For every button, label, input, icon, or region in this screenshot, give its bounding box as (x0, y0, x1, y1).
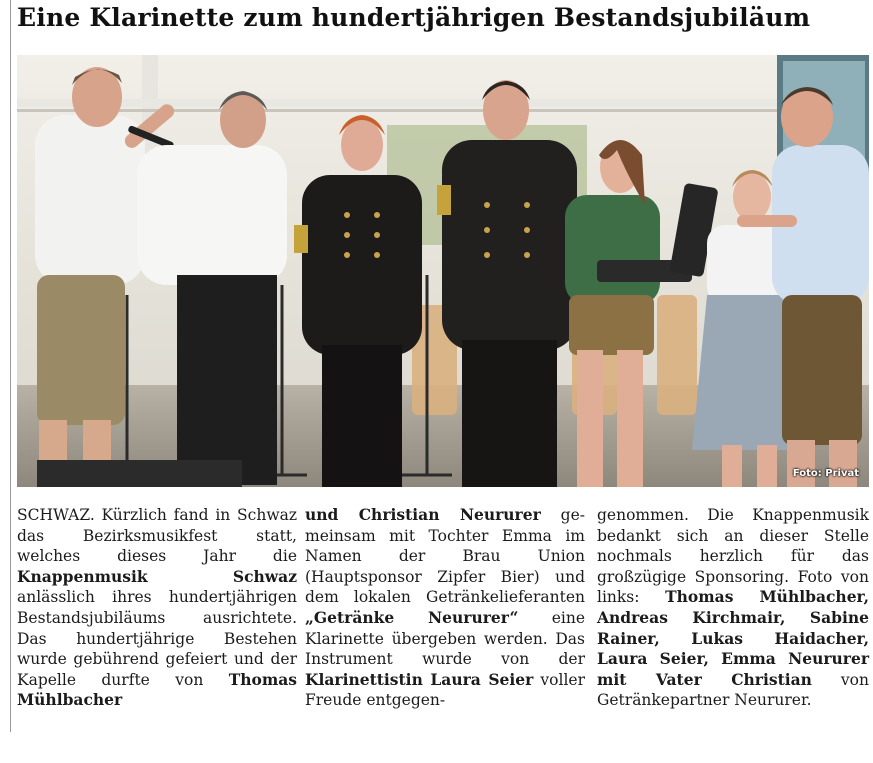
text-run: genommen. Die Knappenmusik bedankt sich an dieser Stelle nochmals herzlich für das großzügige Sponsoring. Foto von links: (597, 506, 869, 607)
article-text (17, 505, 297, 711)
bold-text-run: Thomas Mühlbacher (17, 669, 297, 710)
text-run: anlässlich ihres hundertjährigen Bestandsjubiläums ausrichtete. Das hundertjährige Bestehen wurde gebührend gefeiert und der Kapelle durfte von (17, 588, 297, 689)
text-run: eine Klarinette übergeben werden. Das Instrument wurde von der (305, 608, 585, 669)
bold-text-run: und Christian Neururer (305, 505, 541, 524)
text-run: von Getränkepartner Neururer. (597, 670, 869, 710)
photo-illustration (17, 55, 869, 487)
article-text (305, 505, 585, 711)
article-column-3 (597, 505, 869, 711)
bold-text-run: Thomas Mühlbacher, Andreas Kirchmair, Sabine Rainer, Lukas Haidacher, Laura Seier, Emma Neururer mit Vater Christian (597, 587, 869, 689)
column-rule (10, 0, 11, 732)
article-photo (17, 55, 869, 487)
bold-text-run: Klarinettistin Laura Seier (305, 669, 534, 689)
article-column-2 (305, 505, 585, 711)
article-text (597, 505, 869, 711)
headline: Eine Klarinette zum hundertjährigen Bestandsjubiläum (17, 3, 811, 32)
article-column-1 (17, 505, 297, 711)
text-run: gemeinsam mit Tochter Emma im Namen der Brau Union (Hauptsponsor Zipfer Bier) und dem lokalen Getränkelieferanten (305, 506, 585, 607)
bold-text-run: „Getränke Neururer“ (305, 607, 519, 627)
bold-text-run: Knappenmusik Schwaz (17, 566, 297, 586)
text-run: SCHWAZ. Kürzlich fand in Schwaz das Bezirksmusikfest statt, welches dieses Jahr die (17, 506, 297, 566)
photo-credit: Foto: Privat (792, 468, 859, 479)
text-run: voller Freude entgegen- (305, 670, 585, 710)
